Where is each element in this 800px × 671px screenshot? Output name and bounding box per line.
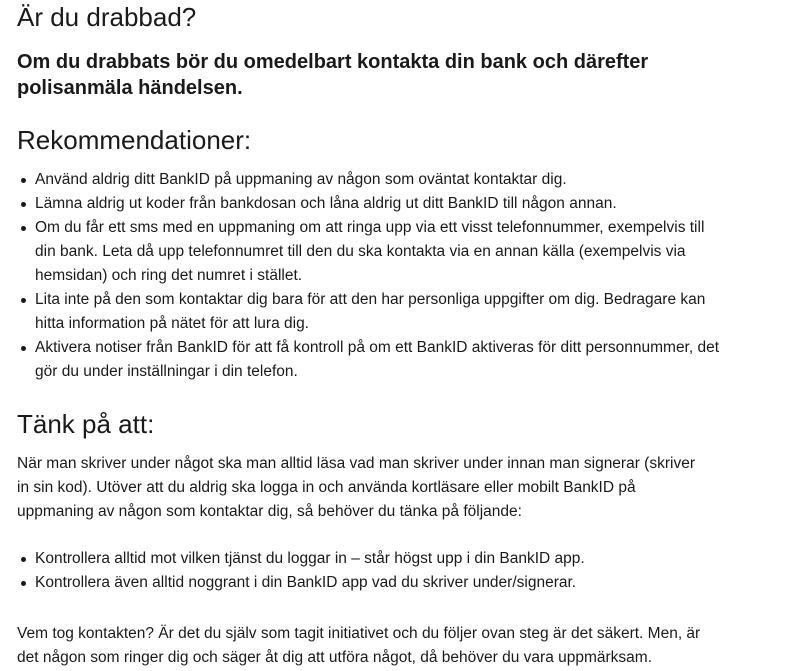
page-title: Är du drabbad? <box>17 2 197 32</box>
list-item: Lita inte på den som kontaktar dig bara för att den har personliga uppgifter om dig. Bedragare kan hitta information på nätet för att lura dig. <box>35 288 725 336</box>
list-item: Aktivera notiser från BankID för att få kontroll på om ett BankID aktiveras för ditt personnummer, det gör du under inställningar i din telefon. <box>35 336 725 384</box>
closing-paragraph: Vem tog kontakten? Är det du själv som tagit initiativet och du följer ovan steg är det säkert. Men, är det någon som ringer dig och säger åt dig att utföra något, då behöver du vara uppmärksam. <box>17 625 701 666</box>
recommendations-heading: Rekommendationer: <box>17 125 252 155</box>
think-heading: Tänk på att: <box>17 409 155 439</box>
think-list <box>17 547 725 595</box>
list-item: Använd aldrig ditt BankID på uppmaning av någon som oväntat kontaktar dig. <box>35 168 725 192</box>
think-paragraph: När man skriver under något ska man alltid läsa vad man skriver under innan man signerar (skriver in sin kod). Utöver att du aldrig ska logga in och använda kortläsare eller mobilt BankID på uppmaning av någon som kontaktar dig, så behöver du tänka på följande: <box>17 455 695 520</box>
recommendations-list <box>17 168 725 384</box>
list-item: Kontrollera även alltid noggrant i din BankID app vad du skriver under/signerar. <box>35 571 725 595</box>
lead-text: Om du drabbats bör du omedelbart kontakta din bank och därefter polisanmäla händelsen. <box>17 51 649 99</box>
list-item: Kontrollera alltid mot vilken tjänst du loggar in – står högst upp i din BankID app. <box>35 547 725 571</box>
list-item: Om du får ett sms med en uppmaning om att ringa upp via ett visst telefonnummer, exempelvis till din bank. Leta då upp telefonnumret till den du ska kontakta via en annan källa (exempelvis via hemsidan) och ring det numret i stället. <box>35 216 725 288</box>
list-item: Lämna aldrig ut koder från bankdosan och låna aldrig ut ditt BankID till någon annan. <box>35 192 725 216</box>
